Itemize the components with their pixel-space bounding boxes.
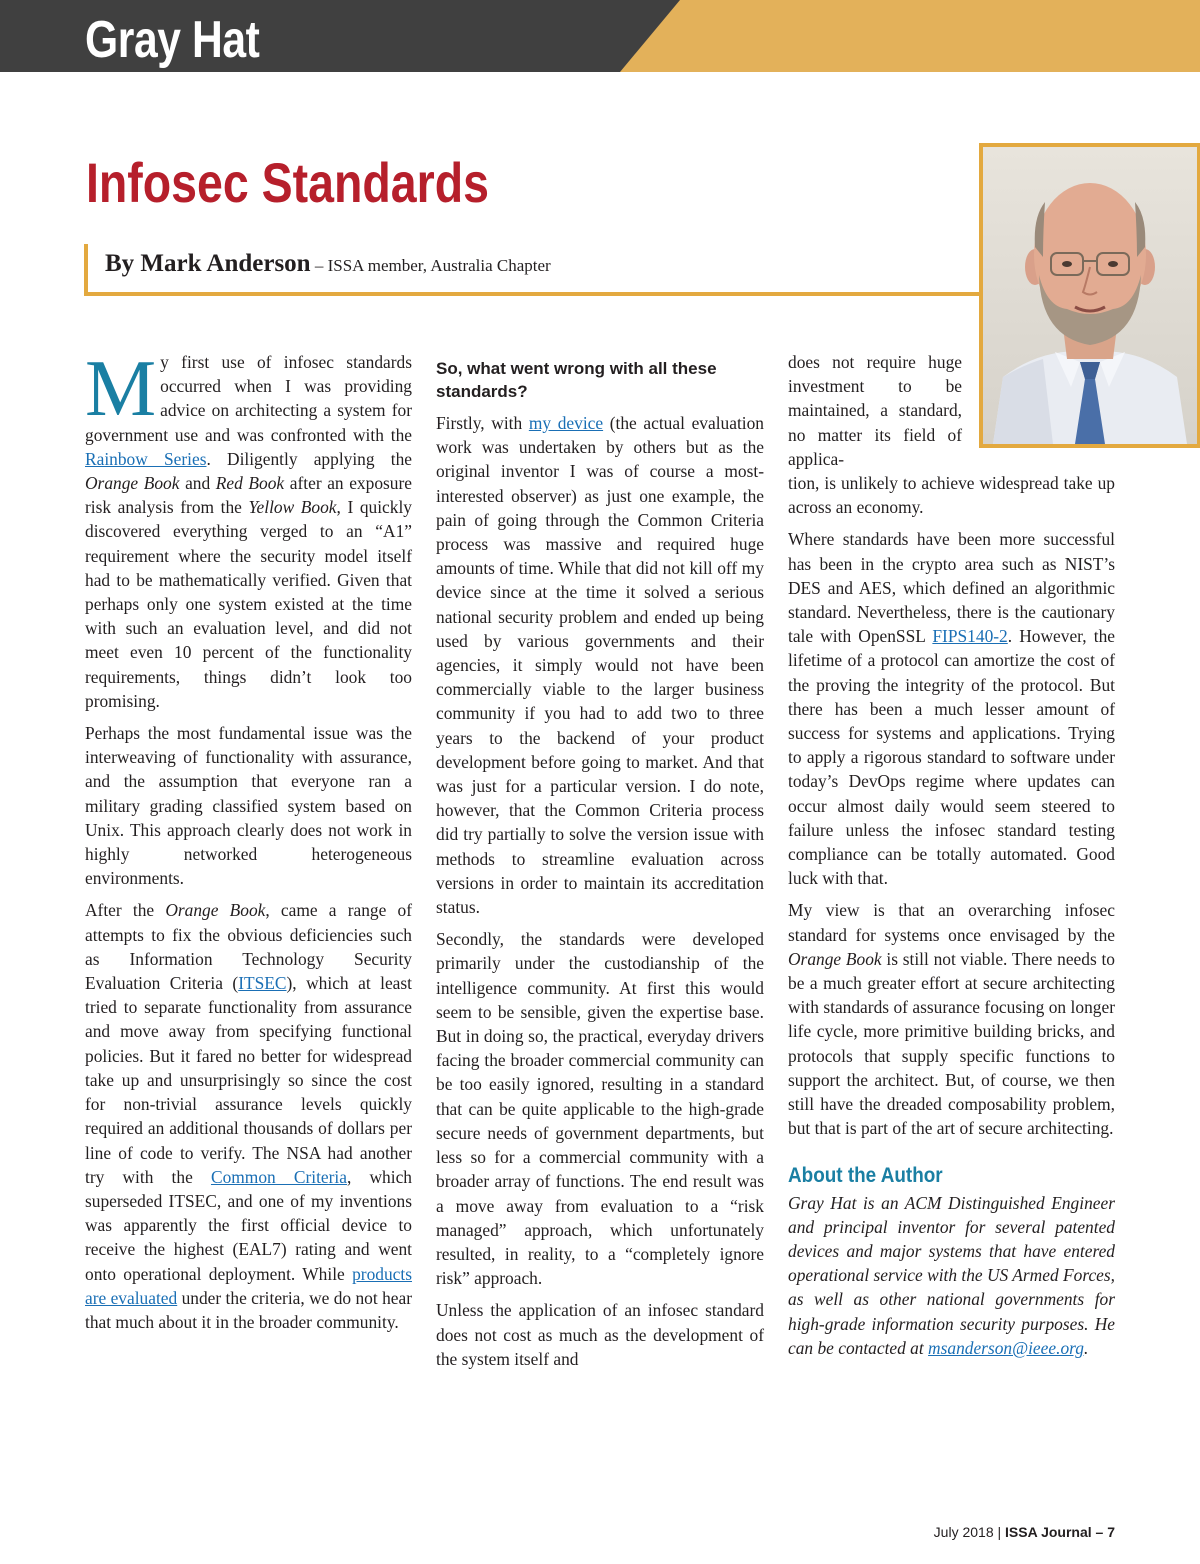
subheading: So, what went wrong with all these standards? (436, 359, 717, 401)
byline (105, 250, 551, 278)
text-run: After the (85, 900, 166, 921)
common-criteria-link[interactable]: Common Criteria (210, 1166, 347, 1187)
text-run: . However, the lifetime of a protocol can amortize the cost of the proving the integrity of the protocol. But there has been a much lesser amount of success for systems and applications. Trying to apply a rigorous standard to software under today’s DevOps regime where updates can occur almost daily would seem steered to failure unless the infosec standard testing compliance can be totally automated. Good luck with that. (788, 626, 1115, 889)
paragraph: Secondly, the standards were developed primarily under the custodianship of the intelligence community. At first this would seem to be sensible, given the expertise base. But in doing so, the practical, everyday drivers facing the broader commercial community can be too easily ignored, resulting in a standard that can be quite applicable to the high-grade secure needs of government departments, but less so for a commercial community with a broader array of functions. The end result was a move away from evaluation to a “risk managed” approach, which unfortunately resulted, in reality, to a “completely ignore risk” approach. (436, 929, 764, 1289)
section-title: Gray Hat (85, 11, 260, 69)
text-run: under the criteria, we do not hear that much about it in the broader community. (85, 1287, 412, 1332)
orange-book-italic: Orange Book (85, 473, 180, 494)
text-run: Firstly, with (436, 413, 529, 433)
author-email-link[interactable]: msanderson@ieee.org (928, 1337, 1084, 1358)
body-column-2 (436, 355, 764, 1379)
fips140-2-link[interactable]: FIPS140-2 (932, 626, 1008, 647)
paragraph (85, 898, 412, 1334)
body-column-1 (85, 345, 413, 1342)
text-run: and (179, 473, 216, 494)
paragraph (85, 345, 412, 713)
paragraph: Unless the application of an infosec standard does not cost as much as the development of the system itself and (436, 1300, 764, 1369)
text-run: ), which at least tried to separate functionality from assurance and move away from specifying functional policies. But it fared no better for widespread take up and unsurprisingly so since the cost for non-trivial assurance levels quickly required an additional thousands of dollars per line of code to verify. The NSA had another try with the (85, 973, 412, 1187)
text-run: after an exposure risk analysis from the (85, 473, 412, 518)
text-run: y first use of infosec standards occurred when I was providing advice on architecting a system for government use and was confronted with the (85, 352, 412, 445)
about-author-heading: About the Author (788, 1163, 943, 1187)
text-run-narrow: does not require huge investment to be maintained, a standard, no matter its field of applica- (788, 352, 962, 469)
byline-bar (84, 244, 987, 296)
body-column-3 (788, 350, 1115, 1368)
itsec-link[interactable]: ITSEC (238, 973, 287, 994)
page-footer (934, 1524, 1115, 1540)
section-header-bar (0, 0, 1200, 72)
article-title: Infosec Standards (86, 151, 489, 214)
text-run: . (1083, 1337, 1089, 1358)
text-run: Where standards have been more successful has been in the crypto area such as NIST’s DES and AES, which defined an algorithmic standard. Nevertheless, there is the cautionary tale with OpenSSL (788, 529, 1115, 647)
text-run: . Diligently applying the (206, 448, 412, 469)
text-run: , which superseded ITSEC, and one of my inventions was apparently the first official device to receive the highest (EAL7) rating and went onto operational deployment. While (85, 1166, 412, 1284)
text-run: , came a range of attempts to fix the obvious deficiencies such as Information Technology Security Evaluation Criteria ( (85, 900, 413, 994)
footer-journal-page: ISSA Journal – 7 (1005, 1524, 1115, 1540)
drop-cap: M (85, 345, 157, 433)
paragraph: Perhaps the most fundamental issue was the interweaving of functionality with assurance, and the assumption that everyone ran a military grading classified system based on Unix. This approach clearly does not work in highly networked heterogeneous environments. (85, 723, 412, 889)
my-device-link[interactable]: my device (528, 413, 604, 433)
orange-book-italic: Orange Book (788, 948, 882, 969)
author-name: By Mark Anderson (105, 250, 311, 277)
text-run: tion, is unlikely to achieve widespread take up across an economy. (788, 473, 1115, 518)
text-run: Gray Hat is an ACM Distinguished Engineer and principal inventor for several patented devices and major systems that have entered operational service with the US Armed Forces, as well as other national governments for high-grade information security purposes. He can be contacted at (788, 1192, 1115, 1358)
paragraph (436, 411, 764, 919)
yellow-book-italic: Yellow Book (248, 497, 337, 518)
author-affiliation: – ISSA member, Australia Chapter (314, 256, 551, 275)
text-run: (the actual evaluation work was undertaken by others but as the original inventor I was of course a most-interested observer) as just one example, the pain of going through the Common Criteria process was massive and required huge amounts of time. While that did not kill off my device since at the time it solved a serious national security problem and ended up being used by various governments and their agencies, it simply would not have been commercially viable to the larger business community if you had to add two to three years to the backend of your product development before going to market. And that was just for a particular version. I do note, however, that the Common Criteria process did try partially to solve the version issue with methods to streamline evaluation across versions in order to maintain its accreditation status. (436, 413, 764, 918)
orange-book-italic: Orange Book (165, 900, 266, 921)
text-run: My view is that an overarching infosec standard for systems once envisaged by the (788, 900, 1115, 945)
text-run: , I quickly discovered everything verged to an “A1” requirement where the security model itself had to be mathematically verified. Given that perhaps only one system existed at the time with such an evaluation level, and did not meet even 10 percent of the functionality requirements, things didn’t look too promising. (85, 497, 412, 711)
products-evaluated-link[interactable]: products are evaluated (85, 1263, 412, 1308)
paragraph (788, 527, 1115, 890)
rainbow-series-link[interactable]: Rainbow Series (85, 448, 207, 469)
paragraph (788, 350, 1115, 519)
text-run: is still not viable. There needs to be a much greater effort at secure architecting with standards of assurance focusing on longer life cycle, more primitive building bricks, and protocols that supply specific functions to support the architect. But, of course, we then still have the dreaded composability problem, but that is part of the art of secure architecting. (788, 948, 1115, 1139)
red-book-italic: Red Book (215, 473, 285, 494)
footer-date: July 2018 | (933, 1524, 1006, 1540)
author-bio (788, 1191, 1115, 1360)
paragraph (788, 898, 1115, 1140)
